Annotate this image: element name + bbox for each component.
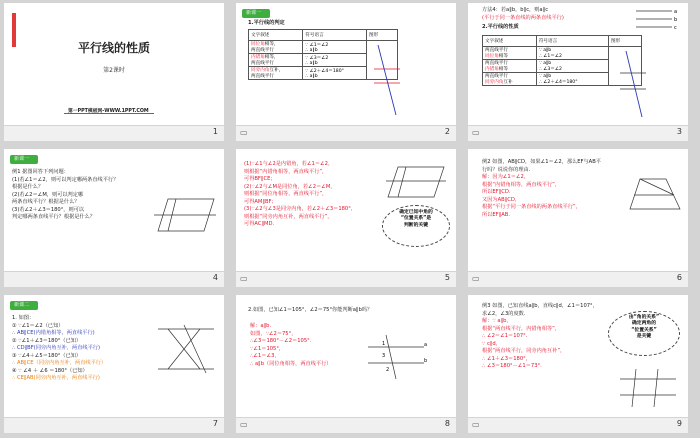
slide-thumbnail-6[interactable] [464, 146, 692, 290]
example-text: 例3 如图，已知直线a∥b，直线c∥d，∠1＝107°， 求∠2，∠3的度数. 解：∵ a∥b， 根据“两直线平行，内错角相等”， ∴ ∠2＝∠1＝107°. ∵ c∥d， 根据“两直线平行，同旁内角互补”， ∴ ∠1＋∠3＝180°， ∴ ∠3＝180°－∠1＝73°. [482, 303, 598, 370]
slide-play-icon: ▭ [472, 420, 480, 429]
hint-cloud: 由“角的关系” 确定两角的 “位置关系” 是关键 [608, 311, 680, 356]
method-note: (平行于同一条直线的两条直线平行) [482, 15, 564, 21]
svg-text:c: c [674, 25, 677, 31]
section-badge: 新课一 [242, 9, 270, 18]
trapezoid-figure [628, 175, 684, 215]
slide-play-icon: ▭ [240, 128, 248, 137]
answer-text: (1)∵∠1与∠2是内错角，若∠1＝∠2， 则根据“内错角相等，两直线平行”， 可得BF∥CE； (2)∵∠2与∠M是同位角，若∠2＝∠M， 则根据“同位角相等，两直线平行”， 可得AM∥BF； (3)∵∠2与∠3是同旁内角，若∠2＋∠3＝180°， 则根据“同旁内角互补，两直线平行”， 可得AC∥MD. [244, 161, 357, 228]
transversal-figure [366, 333, 428, 383]
slide-footer: 第一PPT模板网-WWW.1PPT.COM [68, 109, 149, 114]
section-badge: 新课一 [10, 155, 38, 164]
svg-text:b: b [674, 17, 678, 23]
slide-number: 8 [444, 419, 450, 428]
slide-thumbnail-7[interactable] [0, 292, 228, 436]
slide-title: 平行线的性质 [77, 41, 150, 55]
exercise-solution: 解：a∥b. 如图，∵∠2＝75°， ∴∠3＝180°－∠2＝105°. ∵∠1＝105°， ∴∠1＝∠3， ∴ a∥b（同位角相等，两直线平行） [250, 323, 332, 367]
three-lines-figure [636, 7, 680, 33]
slide-thumbnail-9[interactable] [464, 292, 692, 436]
slide-heading: 2.平行线的性质 [482, 24, 519, 30]
slide-thumbnail-2[interactable] [232, 0, 460, 144]
slide-thumbnail-1[interactable] [0, 0, 228, 144]
slide-number: 1 [212, 127, 218, 136]
slide-play-icon: ▭ [240, 274, 248, 283]
hint-cloud: 确定已知中角的 “位置关系”是 判断的关键 [382, 205, 450, 247]
parallel-lines-figure [372, 39, 402, 119]
slide-canvas [4, 3, 224, 125]
svg-text:1: 1 [382, 341, 386, 347]
slide-thumbnail-8[interactable] [232, 292, 460, 436]
exercise-question: 2.如图，已知∠1＝105°，∠2＝75°你能判断a∥b吗？ [248, 307, 373, 313]
slide-number: 6 [676, 273, 682, 282]
svg-text:b: b [424, 358, 428, 364]
svg-text:3: 3 [382, 353, 386, 359]
slide-number: 2 [444, 127, 450, 136]
example-text: 例2 如图，AB∥CD，如果∠1＝∠2，那么EF与AB平 行吗？说说你的理由. 解：因为∠1＝∠2， 根据“内错角相等，两直线平行”， 所以EF∥CD. 又因为AB∥CD， 根据“平行于同一条直线的两条直线平行”， 所以EF∥AB. [482, 159, 601, 218]
slide-subtitle: 第2课时 [103, 67, 125, 74]
question-text: 例1 据图回答下列问题： (1)若∠1＝∠2，则可以判定哪两条直线平行？ 根据是什么？ (2)若∠2＝∠M，则可以判定哪 两条直线平行？根据是什么？ (3)若∠2＋∠3＝180°，则可以 判定哪两条直线平行？根据是什么？ [12, 169, 119, 221]
slide-number: 7 [212, 419, 218, 428]
parallelogram-figure [386, 163, 448, 203]
slide-thumbnail-3[interactable] [464, 0, 692, 144]
parallelogram-figure [154, 193, 220, 243]
method-text: 方法4：若a∥b，b∥c，则a∥c [482, 7, 549, 13]
svg-text:a: a [424, 342, 428, 348]
slide-number: 4 [212, 273, 218, 282]
parallel-lines-figure [618, 367, 678, 409]
slide-play-icon: ▭ [472, 274, 480, 283]
slide-play-icon: ▭ [240, 420, 248, 429]
slide-number: 5 [444, 273, 450, 282]
judgment-table: 文字叙述 符号语言 图形 同位角相等， 两直线平行 ∵ ∠1＝∠2 ∴ a∥b 内错角相等， 两直线平行 ∵ ∠3＝∠2 ∴ a∥b 同旁内角互补， 两直线平行 ∵ ∠2＋∠4＝180° ∴ a∥b [248, 29, 398, 80]
slide-number: 9 [676, 419, 682, 428]
slide-heading: 1.平行线的判定 [248, 20, 285, 26]
section-badge: 新课二 [10, 301, 38, 310]
property-table: 文字叙述 符号语言 图形 两直线平行 同位角相等 ∵ a∥b ∴ ∠1＝∠2 两直线平行 内错角相等 ∵ a∥b ∴ ∠3＝∠2 两直线平行 同旁内角互补 ∵ a∥b ∴ ∠2＋∠4＝180° [482, 35, 642, 86]
slide-thumbnail-5[interactable] [232, 146, 460, 290]
slide-thumbnail-4[interactable] [0, 146, 228, 290]
svg-text:a: a [674, 9, 678, 15]
svg-text:2: 2 [386, 367, 390, 373]
slide-play-icon: ▭ [472, 128, 480, 137]
parallel-lines-figure [618, 43, 648, 123]
crossing-lines-figure [154, 325, 218, 375]
slide-number: 3 [676, 127, 682, 136]
exercise-text: 1. 如图： ① ∵∠1＝∠2（已知） ∴ AB∥CE(内错角相等，两直线平行) ② ∵∠1＋∠3＝180°（已知） ∴ CD∥BF(同旁内角互补，两直线平行) ③ ∵∠4＋∠5＝180°（已知） ∴ AB∥CE（同旁内角互补，两直线平行） ④ ∵ ∠4 ＋ ∠6 ＝180°（已知） ∴ CE∥AB(同旁内角互补，两直线平行) [12, 315, 107, 382]
